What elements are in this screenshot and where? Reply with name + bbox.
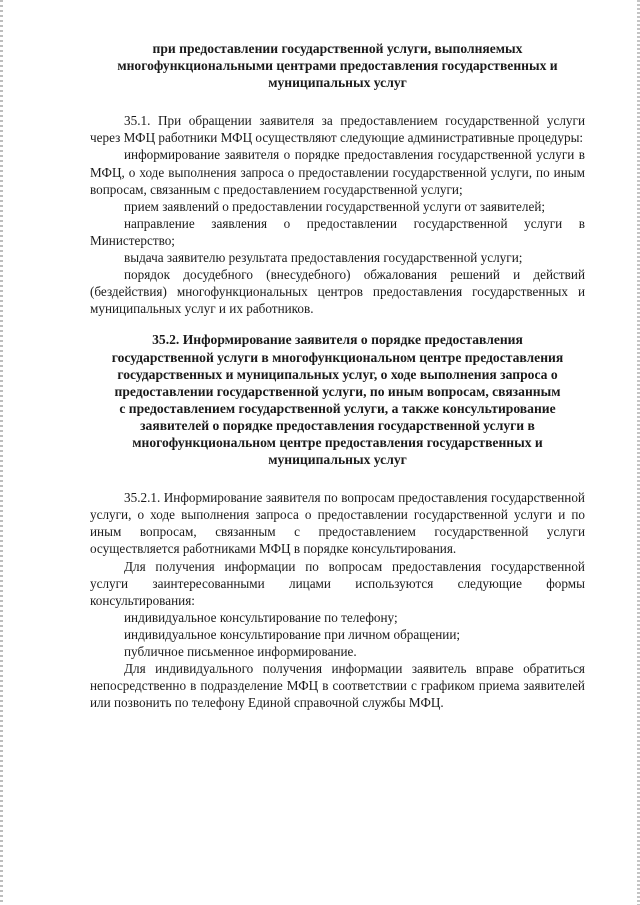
section-35-1 bbox=[90, 112, 585, 317]
paragraph: Для индивидуального получения информации заявитель вправе обратиться непосредственно в подразделение МФЦ в соответствии с графиком приема заявителей или позвонить по телефону Единой справочной службы МФЦ. bbox=[90, 661, 585, 711]
paragraph: публичное письменное информирование. bbox=[124, 644, 357, 659]
scan-edge-left bbox=[0, 0, 3, 905]
heading-line: при предоставлении государственной услуги, выполняемых bbox=[152, 41, 523, 56]
heading-line: многофункциональными центрами предоставления государственных и bbox=[117, 58, 558, 74]
paragraph: 35.1. При обращении заявителя за предоставлением государственной услуги через МФЦ работники МФЦ осуществляют следующие административные процедуры: bbox=[90, 113, 585, 146]
heading-line: многофункциональном центре предоставления государственных и bbox=[132, 434, 543, 450]
paragraph: направление заявления о предоставлении государственной услуги в Министерство; bbox=[90, 215, 585, 248]
section-35-2 bbox=[90, 489, 585, 711]
heading-line: 35.2. Информирование заявителя о порядке предоставления bbox=[152, 332, 523, 348]
paragraph: индивидуальное консультирование по телефону; bbox=[124, 609, 398, 625]
section-heading-1 bbox=[90, 40, 585, 91]
heading-line: государственной услуги в многофункциональном центре предоставления bbox=[111, 349, 564, 365]
paragraph: порядок досудебного (внесудебного) обжалования решений и действий (бездействия) многофункциональных центров предоставления государственных и муниципальных услуг и их работников. bbox=[90, 267, 585, 317]
document-page bbox=[90, 40, 585, 711]
paragraph: выдача заявителю результата предоставления государственной услуги; bbox=[124, 250, 523, 266]
paragraph: прием заявлений о предоставлении государственной услуги от заявителей; bbox=[124, 198, 546, 214]
heading-line: предоставлении государственной услуги, по иным вопросам, связанным bbox=[114, 383, 561, 399]
paragraph: Для получения информации по вопросам предоставления государственной услуги заинтересованными лицами используются следующие формы консультирования: bbox=[90, 558, 585, 608]
heading-line: заявителей о порядке предоставления государственной услуги в bbox=[140, 417, 535, 433]
heading-line: государственных и муниципальных услуг, о ходе выполнения запроса о bbox=[117, 366, 558, 382]
paragraph: индивидуальное консультирование при личном обращении; bbox=[124, 626, 461, 642]
section-heading-2 bbox=[90, 331, 585, 468]
heading-line: с предоставлением государственной услуги, а также консультирование bbox=[119, 400, 556, 416]
heading-line: муниципальных услуг bbox=[268, 75, 407, 91]
paragraph: 35.2.1. Информирование заявителя по вопросам предоставления государственной услуги, о ходе выполнения запроса о предоставлении государственной услуги и по иным вопросам, связанным с предоставлением государственной услуги осуществляется работниками МФЦ в порядке консультирования. bbox=[90, 490, 585, 557]
heading-line: муниципальных услуг bbox=[268, 452, 407, 468]
paragraph: информирование заявителя о порядке предоставления государственной услуги в МФЦ, о ходе выполнения запроса о предоставлении государственной услуги, по иным вопросам, связанным с предоставлением государственной услуги; bbox=[90, 147, 585, 197]
